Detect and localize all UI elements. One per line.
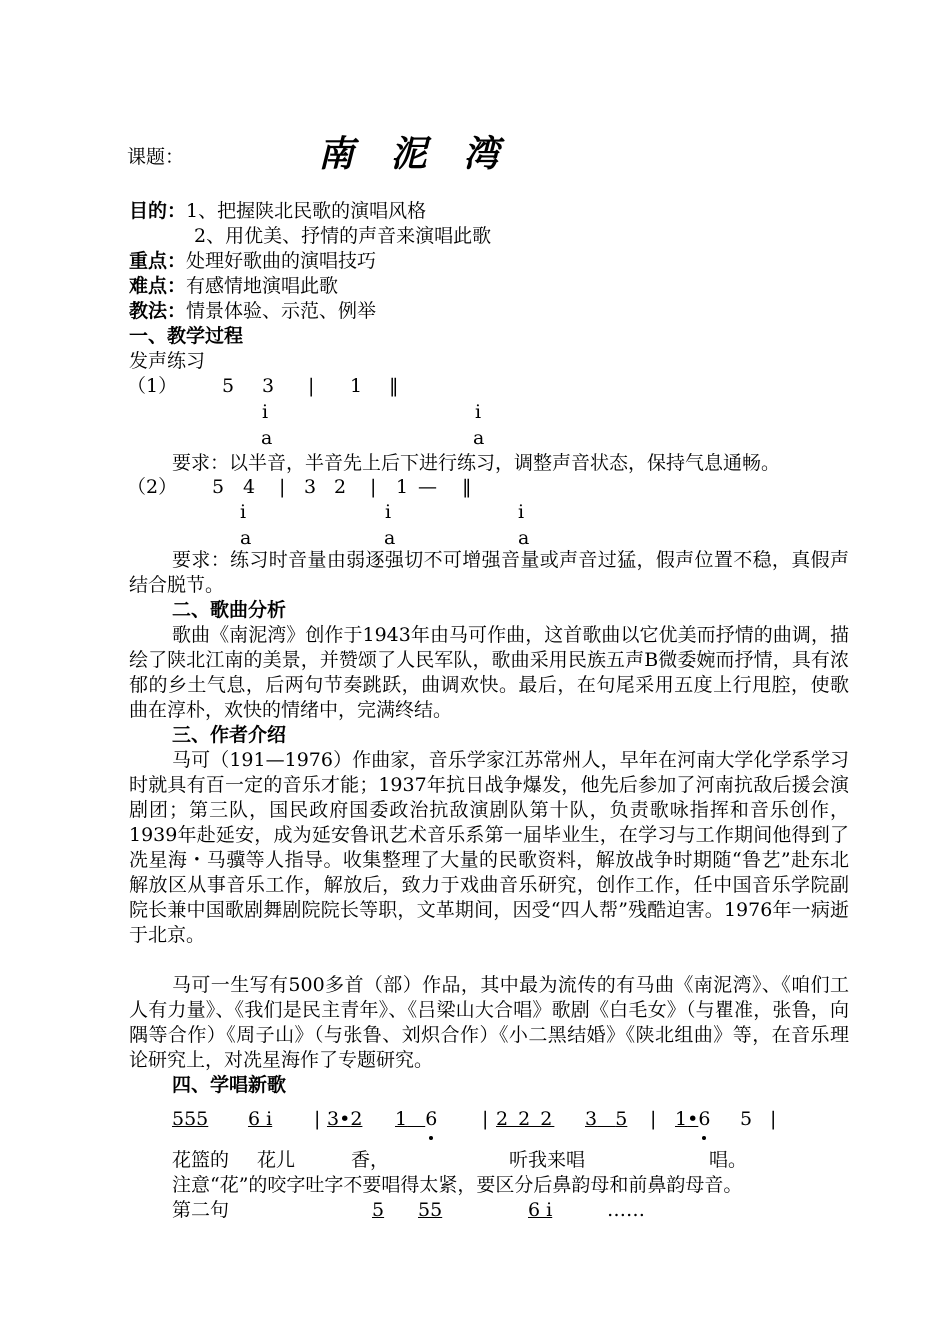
method-text: 情景体验、示范、例举 xyxy=(186,300,377,322)
song-analysis-text: 歌曲《南泥湾》创作于1943年由马可作曲，这首歌曲以它优美而抒情的曲调，描绘了陕北江南的美景，并赞颂了人民军队，歌曲采用民族五声B微委婉而抒情，具有浓郁的乡土气息，后两句节奏跳跃，曲调欢快。最后，在句尾采用五度上行甩腔，使歌曲在淳朴，欢快的情绪中，完满终结。 xyxy=(129,624,849,721)
key-text: 处理好歌曲的演唱技巧 xyxy=(186,250,377,272)
line2-note-2: 55 xyxy=(418,1199,443,1221)
score-dot: • xyxy=(687,1108,699,1130)
ex2-barline-2: | xyxy=(370,476,377,498)
score-note-low: 6 xyxy=(425,1108,438,1130)
aims-label: 目的： xyxy=(129,200,187,222)
requirement-2: 要求：练习时音量由弱逐强切不可增强音量或声音过猛，假声位置不稳，真假声结合脱节。 xyxy=(129,549,849,596)
ex2-vowel-a-3: a xyxy=(518,527,530,549)
ex2-note-5: 1 xyxy=(396,476,409,498)
ex2-barline-1: | xyxy=(279,476,286,498)
section-3-heading: 三、作者介绍 xyxy=(172,724,287,746)
ex1-note-2: 3 xyxy=(262,375,275,397)
ex1-note-1: 5 xyxy=(222,375,235,397)
score-group-1: 555 xyxy=(172,1108,209,1130)
section-1-heading: 一、教学过程 xyxy=(129,325,244,347)
score-group-4 xyxy=(395,1107,437,1132)
ex1-barline: | xyxy=(308,375,315,397)
ex1-end-bar: ‖ xyxy=(389,375,399,397)
lyric-5: 唱。 xyxy=(709,1149,748,1171)
score-note: 1 xyxy=(675,1108,688,1130)
ex1-note-3: 1 xyxy=(350,375,363,397)
ex2-note-3: 3 xyxy=(304,476,317,498)
ex2-dash: — xyxy=(418,476,437,498)
score-dot: • xyxy=(339,1108,351,1130)
ex2-vowel-i-1: i xyxy=(240,501,247,523)
section-2-heading: 二、歌曲分析 xyxy=(172,599,287,621)
score-barline-1: | xyxy=(314,1108,321,1130)
score-group-6 xyxy=(585,1107,627,1132)
score-group-3 xyxy=(327,1107,362,1132)
author-bio-paragraph-1: 马可（191—1976）作曲家，音乐学家江苏常州人，早年在河南大学化学系学习时就具有百一定的音乐才能；1937年抗日战争爆发，他先后参加了河南抗敌后援会演剧团；第三队，国民政府国委政治抗敌演剧队第十队，负责歌咏指挥和音乐创作，1939年赴延安，成为延安鲁讯艺术音乐系第一届毕业生，在学习与工作期间他得到了冼星海・马骥等人指导。收集整理了大量的民歌资料，解放战争时期随“鲁艺”赴东北解放区从事音乐工作，解放后，致力于戏曲音乐研究，创作工作，任中国音乐学院副院长兼中国歌剧舞剧院院长等职，文革期间，因受“四人帮”残酷迫害。1976年一病逝于北京。 xyxy=(129,749,849,946)
ex1-vowel-i-2: i xyxy=(475,401,482,423)
section-1-sub: 发声练习 xyxy=(129,350,206,372)
key-label: 重点： xyxy=(129,250,187,272)
score-group-7 xyxy=(675,1107,710,1132)
line2-label: 第二句 xyxy=(172,1199,230,1221)
lyric-1: 花篮的 xyxy=(172,1149,230,1171)
ex2-vowel-i-3: i xyxy=(518,501,525,523)
requirement-1: 要求：以半音，半音先上后下进行练习，调整声音状态，保持气息通畅。 xyxy=(172,452,781,474)
ex2-note-1: 5 xyxy=(212,476,225,498)
line2-ellipsis: …… xyxy=(607,1199,645,1221)
score-barline-2: | xyxy=(482,1108,489,1130)
page-title: 南 泥 湾 xyxy=(318,133,512,175)
score-group-2: 6 i xyxy=(248,1108,273,1130)
line2-note-3: 6 i xyxy=(528,1199,553,1221)
ex1-vowel-a-1: a xyxy=(261,427,273,449)
score-barline-3: | xyxy=(650,1108,657,1130)
aim-1: 1、把握陕北民歌的演唱风格 xyxy=(186,200,427,222)
aims-line xyxy=(129,199,426,224)
score-note: 5 xyxy=(615,1108,628,1130)
ex2-end-bar: ‖ xyxy=(462,476,472,498)
aim-2: 2、用优美、抒情的声音来演唱此歌 xyxy=(194,225,492,247)
score-note-low: 6 xyxy=(698,1108,711,1130)
difficulty-label: 难点： xyxy=(129,275,187,297)
lyric-2: 花儿 xyxy=(257,1149,296,1171)
lyric-3: 香， xyxy=(351,1149,390,1171)
line2-note-1: 5 xyxy=(372,1199,385,1221)
method-line xyxy=(129,299,376,324)
ex2-vowel-a-1: a xyxy=(240,527,252,549)
score-group-5: 2 2 2 xyxy=(496,1108,555,1130)
ex2-vowel-i-2: i xyxy=(385,501,392,523)
author-bio-paragraph-2: 马可一生写有500多首（部）作品，其中最为流传的有马曲《南泥湾》、《咱们工人有力量》、《我们是民主青年》、《吕梁山大合唱》歌剧《白毛女》（与瞿准，张鲁，向隅等合作）《周子山》（与张鲁、刘炽合作）《小二黑结婚》《陕北组曲》等，在音乐理论研究上，对冼星海作了专题研究。 xyxy=(129,974,849,1071)
score-group-8: 5 xyxy=(740,1108,753,1130)
ex2-note-2: 4 xyxy=(243,476,256,498)
pronunciation-note: 注意“花”的咬字吐字不要唱得太紧，要区分后鼻韵母和前鼻韵母音。 xyxy=(172,1174,743,1196)
title-label: 课题： xyxy=(127,146,185,168)
ex2-label: （2） xyxy=(127,476,178,498)
score-note: 1 xyxy=(395,1108,408,1130)
score-note: 3 xyxy=(585,1108,598,1130)
ex1-label: （1） xyxy=(127,375,178,397)
score-barline-4: | xyxy=(770,1108,777,1130)
ex1-vowel-a-2: a xyxy=(473,427,485,449)
ex2-vowel-a-2: a xyxy=(384,527,396,549)
ex1-vowel-i-1: i xyxy=(262,401,269,423)
ex2-note-4: 2 xyxy=(334,476,347,498)
difficulty-text: 有感情地演唱此歌 xyxy=(186,275,339,297)
score-note: 3 xyxy=(327,1108,340,1130)
score-note: 2 xyxy=(350,1108,363,1130)
method-label: 教法： xyxy=(129,300,187,322)
key-line xyxy=(129,249,376,274)
difficulty-line xyxy=(129,274,338,299)
lyric-4: 听我来唱 xyxy=(509,1149,586,1171)
section-4-heading: 四、学唱新歌 xyxy=(172,1074,287,1096)
